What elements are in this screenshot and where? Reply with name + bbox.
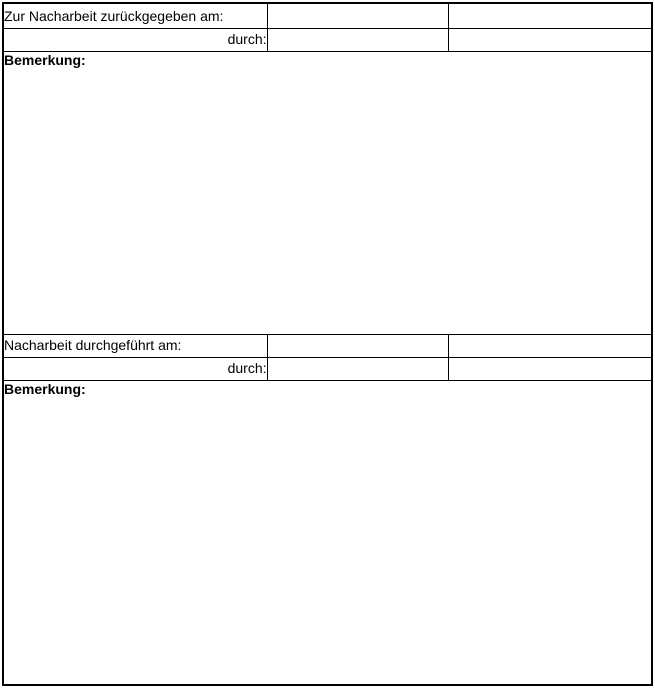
performed-date-field-2[interactable] <box>448 334 652 357</box>
returned-date-label: Zur Nacharbeit zurückgegeben am: <box>3 3 267 28</box>
returned-date-row <box>3 3 652 28</box>
performed-by-field-2[interactable] <box>448 357 652 380</box>
performed-by-row <box>3 357 652 380</box>
returned-remark-area[interactable] <box>3 51 652 334</box>
performed-remark-label: Bemerkung: <box>4 380 86 397</box>
returned-by-field-2[interactable] <box>448 28 652 51</box>
performed-by-label: durch: <box>3 357 267 380</box>
performed-remark-area[interactable] <box>3 380 652 685</box>
returned-remark-label: Bemerkung: <box>4 51 86 68</box>
returned-by-field-1[interactable] <box>267 28 448 51</box>
rework-form-table <box>2 2 653 686</box>
returned-date-field-2[interactable] <box>448 3 652 28</box>
performed-date-field-1[interactable] <box>267 334 448 357</box>
returned-by-row <box>3 28 652 51</box>
returned-by-label: durch: <box>3 28 267 51</box>
performed-date-label: Nacharbeit durchgeführt am: <box>3 334 267 357</box>
returned-date-field-1[interactable] <box>267 3 448 28</box>
performed-by-field-1[interactable] <box>267 357 448 380</box>
returned-remark-row <box>3 51 652 334</box>
performed-date-row <box>3 334 652 357</box>
performed-remark-row <box>3 380 652 685</box>
